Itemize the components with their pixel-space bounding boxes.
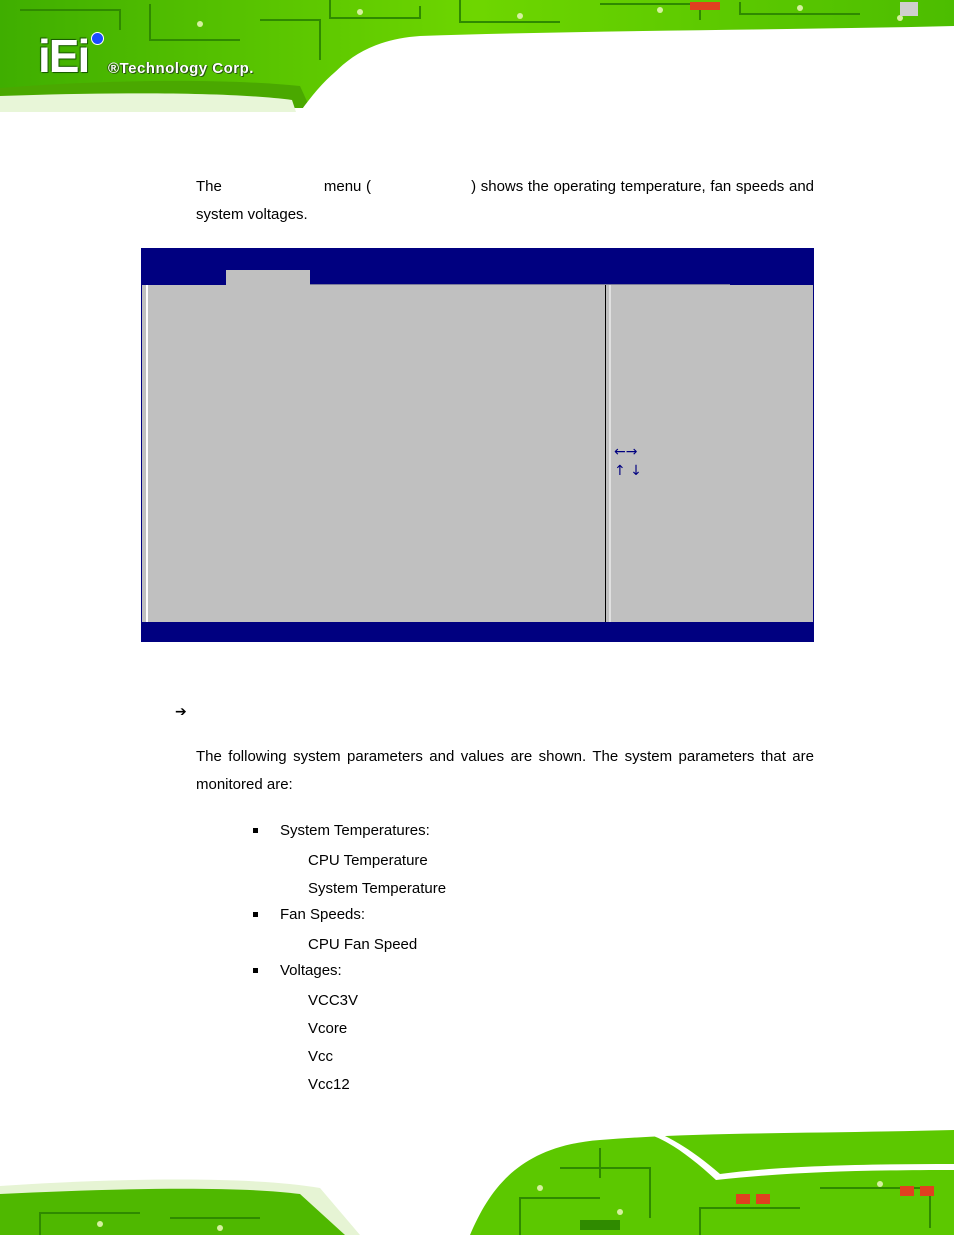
left-right-arrows-icon: ←→ <box>614 444 638 460</box>
bios-tab-bar <box>142 268 813 285</box>
square-bullet-icon <box>253 912 258 917</box>
list-item-group: System Temperatures: <box>280 822 430 839</box>
iei-logo <box>38 30 298 82</box>
square-bullet-icon <box>253 968 258 973</box>
logo-dot-icon <box>91 32 104 45</box>
list-item: Vcc12 <box>308 1076 350 1093</box>
bios-tab-7[interactable] <box>646 270 730 285</box>
bios-tab-1[interactable] <box>142 270 226 285</box>
bios-tab-active[interactable] <box>226 270 310 285</box>
list-item: CPU Fan Speed <box>308 936 418 953</box>
company-name: ®Technology Corp. <box>108 60 254 77</box>
intro-word-the: The <box>196 178 222 195</box>
bios-screen <box>141 248 814 642</box>
intro-paragraph <box>196 173 814 229</box>
intro-rest: ) shows the operating temperature, fan speeds and system voltages. <box>196 178 815 223</box>
circuit-board-footer-graphic <box>0 1128 954 1235</box>
bios-tab-6[interactable] <box>562 270 646 285</box>
parameters-paragraph: The following system parameters and values are shown. The system parameters that are monitored are: <box>196 748 814 793</box>
up-down-arrows-icon: ↑ ↓ <box>614 463 642 479</box>
list-item-group: Fan Speeds: <box>280 906 365 923</box>
bios-panel-divider <box>605 285 606 622</box>
bios-tab-4[interactable] <box>394 270 478 285</box>
bios-key-legend <box>614 443 642 481</box>
list-item: System Temperature <box>308 880 447 897</box>
logo-mark: iEi <box>38 30 89 82</box>
intro-word-menu: menu ( <box>323 178 372 195</box>
list-item: Vcore <box>308 1020 348 1037</box>
list-item: VCC3V <box>308 992 359 1009</box>
bios-tab-5[interactable] <box>478 270 562 285</box>
bios-status-bar <box>142 622 813 641</box>
list-item-group: Voltages: <box>280 962 342 979</box>
arrow-bullet-icon: ➔ <box>175 704 187 720</box>
footer-banner <box>0 1128 954 1235</box>
bios-tab-3[interactable] <box>310 270 394 285</box>
list-item: CPU Temperature <box>308 852 428 869</box>
bios-title-bar <box>142 249 813 268</box>
square-bullet-icon <box>253 828 258 833</box>
bios-main-panel <box>146 285 608 622</box>
list-item: Vcc <box>308 1048 334 1065</box>
header-banner <box>0 0 954 112</box>
